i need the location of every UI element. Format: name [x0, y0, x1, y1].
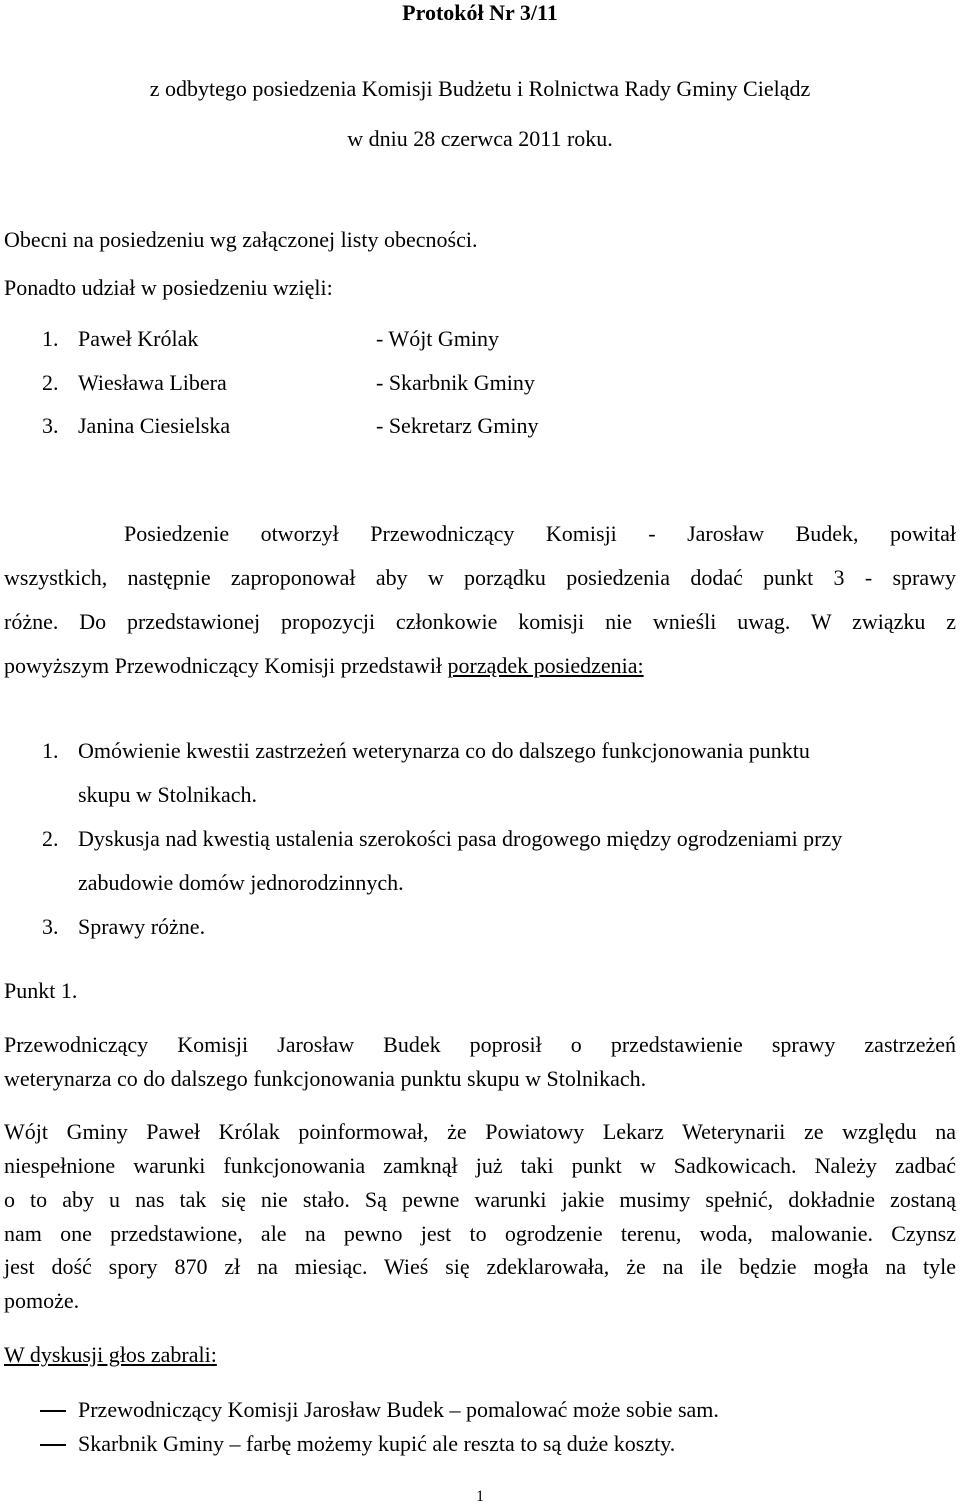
paragraph-line: wszystkich, następnie zaproponował aby w porządku posiedzenia dodać punkt 3 - sprawy: [4, 565, 956, 590]
guest-number: 1.: [42, 326, 59, 351]
paragraph-line: jest dość spory 870 zł na miesiąc. Wieś się zdeklarowała, że na ile będzie mogła na tyle: [4, 1254, 956, 1279]
discussion-item: Przewodniczący Komisji Jarosław Budek – pomalować może sobie sam.: [78, 1397, 719, 1422]
guest-name: Wiesława Libera: [78, 370, 227, 395]
agenda-item: Dyskusja nad kwestią ustalenia szerokości pasa drogowego między ogrodzeniami przy: [78, 826, 843, 851]
document-title: Protokół Nr 3/11: [402, 0, 558, 25]
section-heading: Punkt 1.: [4, 978, 78, 1003]
page-number: 1: [476, 1488, 484, 1505]
agenda-number: 2.: [42, 826, 59, 851]
paragraph-line: różne. Do przedstawionej propozycji członkowie komisji nie wnieśli uwag. W związku z: [4, 609, 956, 634]
paragraph-line: [4, 653, 644, 679]
agenda-heading: porządek posiedzenia:: [447, 653, 644, 678]
paragraph-line: Przewodniczący Komisji Jarosław Budek poprosił o przedstawienie sprawy zastrzeżeń: [4, 1032, 956, 1057]
paragraph-line: Posiedzenie otworzył Przewodniczący Komisji - Jarosław Budek, powitał: [124, 521, 956, 546]
dash-bullet: [40, 1444, 66, 1446]
agenda-item-continued: skupu w Stolnikach.: [78, 782, 258, 807]
guest-number: 2.: [42, 370, 59, 395]
paragraph-line: pomoże.: [4, 1288, 80, 1313]
paragraph-line: niespełnione warunki funkcjonowania zamknął już taki punkt w Sadkowicach. Należy zadbać: [4, 1153, 956, 1178]
paragraph-line: nam one przedstawione, ale na pewno jest to ogrodzenie terenu, woda, malowanie. Czynsz: [4, 1221, 956, 1246]
paragraph-line: weterynarza co do dalszego funkcjonowania punktu skupu w Stolnikach.: [4, 1066, 647, 1091]
guest-role: - Sekretarz Gminy: [376, 413, 539, 438]
attendance-line: Obecni na posiedzeniu wg załączonej listy obecności.: [4, 227, 478, 252]
agenda-intro-text: powyższym Przewodniczący Komisji przedstawił: [4, 653, 448, 678]
guest-role: - Wójt Gminy: [376, 326, 500, 351]
guest-name: Paweł Królak: [78, 326, 199, 351]
discussion-heading: W dyskusji głos zabrali:: [4, 1342, 217, 1367]
agenda-number: 3.: [42, 914, 59, 939]
agenda-number: 1.: [42, 738, 59, 763]
paragraph-line: o to aby u nas tak się nie stało. Są pewne warunki jakie musimy spełnić, dokładnie zostaną: [4, 1187, 956, 1212]
document-subtitle: z odbytego posiedzenia Komisji Budżetu i Rolnictwa Rady Gminy Cielądz: [149, 76, 811, 101]
paragraph-line: Wójt Gminy Paweł Królak poinformował, że Powiatowy Lekarz Weterynarii ze względu na: [4, 1119, 956, 1144]
guest-name: Janina Ciesielska: [78, 413, 231, 438]
guest-number: 3.: [42, 413, 59, 438]
agenda-item: Sprawy różne.: [78, 914, 206, 939]
dash-bullet: [40, 1410, 66, 1412]
agenda-item: Omówienie kwestii zastrzeżeń weterynarza co do dalszego funkcjonowania punktu: [78, 738, 810, 763]
agenda-item-continued: zabudowie domów jednorodzinnych.: [78, 870, 404, 895]
document-date: w dniu 28 czerwca 2011 roku.: [347, 126, 613, 151]
discussion-item: Skarbnik Gminy – farbę możemy kupić ale reszta to są duże koszty.: [78, 1431, 676, 1456]
guests-intro: Ponadto udział w posiedzeniu wzięli:: [4, 275, 333, 300]
guest-role: - Skarbnik Gminy: [376, 370, 535, 395]
